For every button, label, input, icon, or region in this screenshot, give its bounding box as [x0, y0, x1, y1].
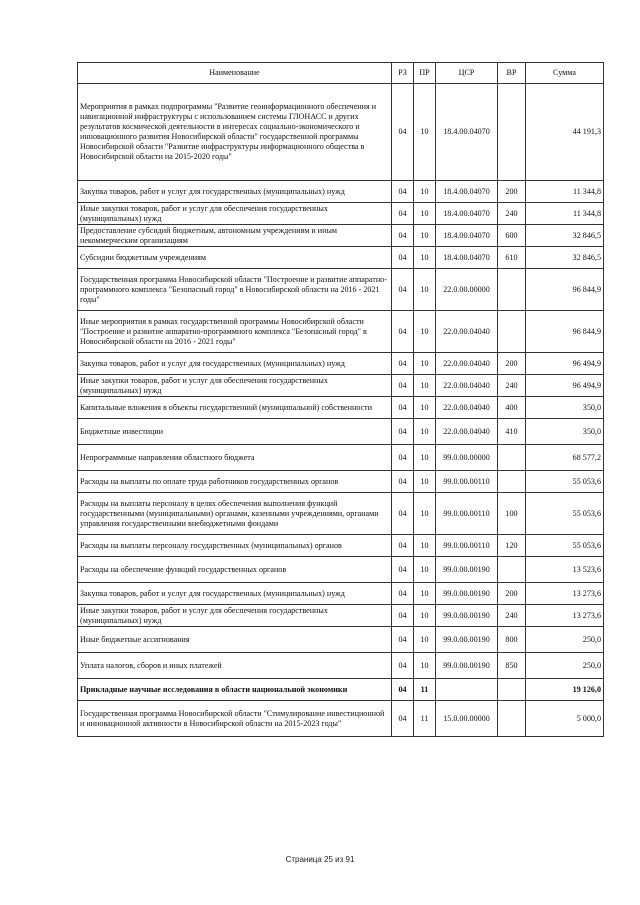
cell-csr: 22.0.00.00000 [436, 269, 498, 311]
cell-rz: 04 [392, 557, 414, 583]
cell-name: Расходы на выплаты персоналу в целях обеспечения выполнения функций государственными (муниципальными) органами, казенными учреждениями, органами управления государственными внебюджетными фондами [78, 493, 392, 535]
cell-name: Уплата налогов, сборов и иных платежей [78, 653, 392, 679]
cell-pr: 10 [414, 493, 436, 535]
cell-csr: 18.4.00.04070 [436, 203, 498, 225]
cell-csr: 15.0.00.00000 [436, 701, 498, 737]
page-number: Страница 25 из 91 [285, 855, 355, 864]
cell-pr: 10 [414, 627, 436, 653]
cell-pr: 10 [414, 311, 436, 353]
cell-csr: 22.0.00.04040 [436, 375, 498, 397]
cell-sum: 250,0 [526, 627, 604, 653]
budget-table [77, 62, 604, 737]
cell-rz: 04 [392, 419, 414, 445]
cell-vr [498, 311, 526, 353]
cell-pr: 11 [414, 679, 436, 701]
cell-csr: 99.0.00.00190 [436, 627, 498, 653]
cell-pr: 10 [414, 84, 436, 181]
cell-sum: 96 494,9 [526, 353, 604, 375]
cell-vr: 200 [498, 583, 526, 605]
cell-vr: 610 [498, 247, 526, 269]
header-csr: ЦСР [436, 63, 498, 84]
cell-sum: 13 523,6 [526, 557, 604, 583]
cell-pr: 10 [414, 445, 436, 471]
cell-name: Государственная программа Новосибирской области "Стимулирование инвестиционной и инновационной активности в Новосибирской области на 2015-2023 годы" [78, 701, 392, 737]
cell-vr: 200 [498, 353, 526, 375]
table-row [78, 535, 604, 557]
cell-name: Закупка товаров, работ и услуг для государственных (муниципальных) нужд [78, 353, 392, 375]
cell-vr: 600 [498, 225, 526, 247]
header-name: Наименование [78, 63, 392, 84]
cell-sum: 250,0 [526, 653, 604, 679]
cell-sum: 11 344,8 [526, 181, 604, 203]
cell-pr: 10 [414, 535, 436, 557]
header-row [78, 63, 604, 84]
cell-rz: 04 [392, 701, 414, 737]
cell-rz: 04 [392, 493, 414, 535]
cell-vr [498, 701, 526, 737]
cell-pr: 10 [414, 247, 436, 269]
cell-name: Иные закупки товаров, работ и услуг для обеспечения государственных (муниципальных) нужд [78, 203, 392, 225]
table-row [78, 679, 604, 701]
cell-csr: 22.0.00.04040 [436, 419, 498, 445]
cell-vr: 410 [498, 419, 526, 445]
cell-vr: 240 [498, 605, 526, 627]
cell-pr: 10 [414, 375, 436, 397]
cell-vr: 120 [498, 535, 526, 557]
cell-name: Расходы на обеспечение функций государственных органов [78, 557, 392, 583]
header-rz: РЗ [392, 63, 414, 84]
table-row [78, 311, 604, 353]
cell-vr: 400 [498, 397, 526, 419]
cell-pr: 10 [414, 419, 436, 445]
cell-csr: 99.0.00.00110 [436, 471, 498, 493]
table-row [78, 225, 604, 247]
cell-vr: 240 [498, 203, 526, 225]
cell-sum: 96 494,9 [526, 375, 604, 397]
table-row [78, 583, 604, 605]
cell-csr: 99.0.00.00190 [436, 557, 498, 583]
header-pr: ПР [414, 63, 436, 84]
cell-name: Государственная программа Новосибирской области "Построение и развитие аппаратно-программного комплекса "Безопасный город" в Новосибирской области на 2016 - 2021 годы" [78, 269, 392, 311]
table-row [78, 605, 604, 627]
cell-sum: 55 053,6 [526, 493, 604, 535]
cell-vr [498, 269, 526, 311]
cell-name: Капитальные вложения в объекты государственной (муниципальной) собственности [78, 397, 392, 419]
table-row [78, 445, 604, 471]
cell-name: Предоставление субсидий бюджетным, автономным учреждениям и иным некоммерческим организациям [78, 225, 392, 247]
cell-rz: 04 [392, 311, 414, 353]
cell-pr: 10 [414, 181, 436, 203]
cell-sum: 13 273,6 [526, 605, 604, 627]
cell-sum: 350,0 [526, 419, 604, 445]
cell-rz: 04 [392, 181, 414, 203]
cell-sum: 44 191,3 [526, 84, 604, 181]
cell-vr [498, 557, 526, 583]
cell-csr: 99.0.00.00110 [436, 535, 498, 557]
table-row [78, 203, 604, 225]
table-row [78, 181, 604, 203]
cell-vr: 240 [498, 375, 526, 397]
cell-csr: 99.0.00.00000 [436, 445, 498, 471]
cell-pr: 11 [414, 701, 436, 737]
cell-vr: 200 [498, 181, 526, 203]
cell-rz: 04 [392, 353, 414, 375]
cell-pr: 10 [414, 269, 436, 311]
cell-pr: 10 [414, 471, 436, 493]
table-row [78, 269, 604, 311]
cell-csr: 99.0.00.00190 [436, 583, 498, 605]
cell-pr: 10 [414, 225, 436, 247]
table-row [78, 419, 604, 445]
cell-rz: 04 [392, 247, 414, 269]
table-row [78, 627, 604, 653]
cell-pr: 10 [414, 353, 436, 375]
cell-csr: 99.0.00.00190 [436, 605, 498, 627]
cell-csr: 99.0.00.00110 [436, 493, 498, 535]
cell-csr: 99.0.00.00190 [436, 653, 498, 679]
cell-vr [498, 445, 526, 471]
cell-vr: 100 [498, 493, 526, 535]
cell-name: Иные бюджетные ассигнования [78, 627, 392, 653]
cell-pr: 10 [414, 557, 436, 583]
cell-rz: 04 [392, 375, 414, 397]
cell-name: Закупка товаров, работ и услуг для государственных (муниципальных) нужд [78, 181, 392, 203]
cell-csr: 18.4.00.04070 [436, 225, 498, 247]
cell-pr: 10 [414, 583, 436, 605]
table-row [78, 375, 604, 397]
cell-sum: 11 344,8 [526, 203, 604, 225]
cell-name: Расходы на выплаты персоналу государственных (муниципальных) органов [78, 535, 392, 557]
cell-pr: 10 [414, 203, 436, 225]
cell-name: Прикладные научные исследования в области национальной экономики [78, 679, 392, 701]
cell-rz: 04 [392, 471, 414, 493]
cell-vr [498, 679, 526, 701]
table-row [78, 84, 604, 181]
cell-rz: 04 [392, 269, 414, 311]
cell-csr: 18.4.00.04070 [436, 247, 498, 269]
cell-sum: 96 844,9 [526, 311, 604, 353]
cell-name: Иные закупки товаров, работ и услуг для обеспечения государственных (муниципальных) нужд [78, 605, 392, 627]
cell-rz: 04 [392, 445, 414, 471]
cell-name: Мероприятия в рамках подпрограммы "Развитие геоинформационного обеспечения и навигационной инфраструктуры с использованием системы ГЛОНАСС и других результатов космической деятельности в интересах социально-экономического и инновационного развития Новосибирской области" государственной программы Новосибирской области "Развитие инфраструктуры информационного общества в Новосибирской области на 2015-2020 годы" [78, 84, 392, 181]
cell-rz: 04 [392, 225, 414, 247]
cell-rz: 04 [392, 679, 414, 701]
cell-sum: 55 053,6 [526, 535, 604, 557]
header-sum: Сумма [526, 63, 604, 84]
cell-rz: 04 [392, 627, 414, 653]
cell-csr [436, 679, 498, 701]
cell-sum: 68 577,2 [526, 445, 604, 471]
cell-rz: 04 [392, 84, 414, 181]
cell-pr: 10 [414, 605, 436, 627]
table-row [78, 701, 604, 737]
table-row [78, 557, 604, 583]
table-row [78, 493, 604, 535]
cell-rz: 04 [392, 583, 414, 605]
cell-name: Расходы на выплаты по оплате труда работников государственных органов [78, 471, 392, 493]
cell-pr: 10 [414, 397, 436, 419]
cell-sum: 55 053,6 [526, 471, 604, 493]
table-row [78, 353, 604, 375]
table-row [78, 397, 604, 419]
cell-name: Бюджетные инвестиции [78, 419, 392, 445]
cell-rz: 04 [392, 397, 414, 419]
cell-vr: 800 [498, 627, 526, 653]
cell-name: Иные закупки товаров, работ и услуг для обеспечения государственных (муниципальных) нужд [78, 375, 392, 397]
cell-name: Субсидии бюджетным учреждениям [78, 247, 392, 269]
table-body [78, 84, 604, 737]
cell-csr: 22.0.00.04040 [436, 311, 498, 353]
cell-csr: 18.4.00.04070 [436, 84, 498, 181]
cell-sum: 350,0 [526, 397, 604, 419]
header-vr: ВР [498, 63, 526, 84]
cell-pr: 10 [414, 653, 436, 679]
table-row [78, 471, 604, 493]
cell-sum: 19 126,0 [526, 679, 604, 701]
cell-rz: 04 [392, 203, 414, 225]
cell-sum: 96 844,9 [526, 269, 604, 311]
cell-csr: 18.4.00.04070 [436, 181, 498, 203]
cell-csr: 22.0.00.04040 [436, 353, 498, 375]
cell-csr: 22.0.00.04040 [436, 397, 498, 419]
cell-name: Закупка товаров, работ и услуг для государственных (муниципальных) нужд [78, 583, 392, 605]
cell-sum: 32 846,5 [526, 225, 604, 247]
cell-name: Непрограммные направления областного бюджета [78, 445, 392, 471]
cell-sum: 32 846,5 [526, 247, 604, 269]
cell-vr [498, 84, 526, 181]
cell-rz: 04 [392, 605, 414, 627]
cell-vr [498, 471, 526, 493]
cell-rz: 04 [392, 535, 414, 557]
cell-rz: 04 [392, 653, 414, 679]
cell-name: Иные мероприятия в рамках государственной программы Новосибирской области "Построение и развитие аппаратно-программного комплекса "Безопасный город" в Новосибирской области на 2016 - 2021 годы" [78, 311, 392, 353]
cell-sum: 13 273,6 [526, 583, 604, 605]
table-row [78, 247, 604, 269]
table-row [78, 653, 604, 679]
cell-vr: 850 [498, 653, 526, 679]
cell-sum: 5 000,0 [526, 701, 604, 737]
